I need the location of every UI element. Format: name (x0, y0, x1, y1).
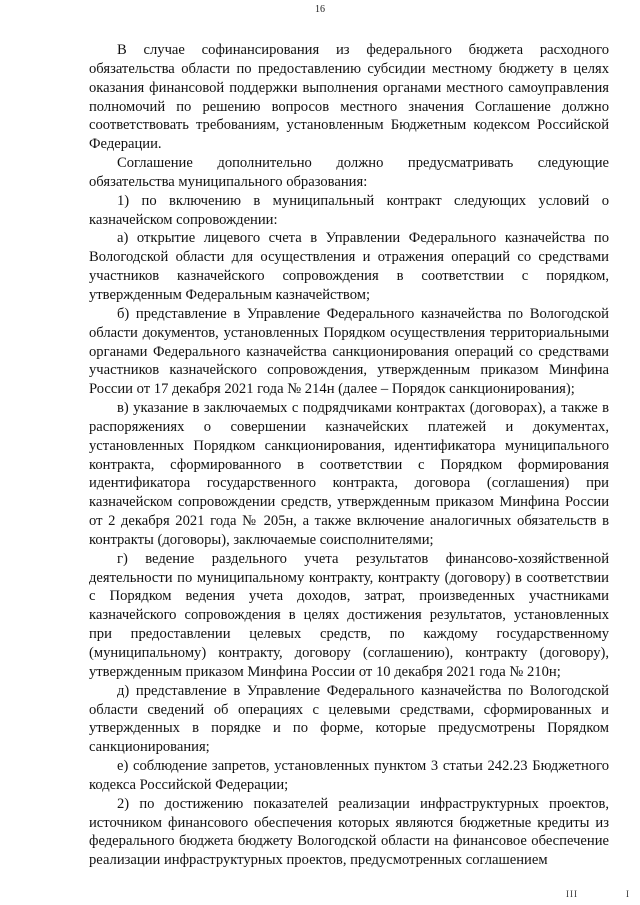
paragraph-item-b: б) представление в Управление Федерального казначейства по Вологодской области документов, установленных Порядком осуществления территориальными органами Федерального казначейства санкционирования операций со средствами участников казначейского сопровождения, утвержденным приказом Минфина России от 17 декабря 2021 года № 214н (далее – Порядок санкционирования); (89, 305, 609, 398)
paragraph-agreement-obligations: Соглашение дополнительно должно предусматривать следующие обязательства муниципального образования: (89, 155, 609, 190)
paragraph-item-2: 2) по достижению показателей реализации инфраструктурных проектов, источником финансового обеспечения которых являются бюджетные кредиты из федерального бюджета бюджету Вологодской области на финансовое обеспечение реализации инфраструктурных проектов, предусмотренных соглашением (89, 795, 609, 869)
paragraph-item-a: а) открытие лицевого счета в Управлении Федерального казначейства по Вологодской области для осуществления и отражения операций со средствами участников казначейского сопровождения в соответствии с порядком, утвержденным Федеральным казначейством; (89, 230, 609, 303)
paragraph-cofinancing: В случае софинансирования из федерального бюджета расходного обязательства области по предоставлению субсидии местному бюджету в целях оказания финансовой поддержки выполнения органами местного самоуправления полномочий по решению вопросов местного значения Соглашение должно соответствовать требованиям, установленным Бюджетным кодексом Российской Федерации. (89, 42, 609, 153)
paragraph-item-1: 1) по включению в муниципальный контракт следующих условий о казначейском сопровождении: (89, 192, 609, 228)
footer-scan-mark: III (566, 889, 578, 899)
paragraph-item-g: г) ведение раздельного учета результатов финансово-хозяйственной деятельности по муниципальному контракту, контракту (договору) в соответствии с Порядком ведения учета доходов, затрат, произведенных участниками казначейского сопровождения в целях достижения результатов, установленных при предоставлении целевых средств, по каждому государственному (муниципальному) контракту, договору (соглашению), контракту (договору), утвержденным приказом Минфина России от 10 декабря 2021 года № 210н; (89, 550, 609, 680)
document-body (89, 41, 609, 870)
paragraph-item-e: е) соблюдение запретов, установленных пунктом 3 статьи 242.23 Бюджетного кодекса Российской Федерации; (89, 758, 609, 793)
footer-scan-mark: I (626, 889, 630, 899)
page-number: 16 (315, 4, 325, 15)
paragraph-item-d: д) представление в Управление Федерального казначейства по Вологодской области сведений об операциях с целевыми средствами, сформированных и утвержденных в порядке и по форме, которые предусмотрены Порядком санкционирования; (89, 682, 609, 756)
paragraph-item-v: в) указание в заключаемых с подрядчиками контрактах (договорах), а также в распоряжениях о совершении казначейских платежей и документах, установленных Порядком санкционирования, идентификатора муниципального контракта, сформированного в соответствии с Порядком формирования идентификатора государственного контракта, договора (соглашения) при казначейском сопровождении средств, утвержденным приказом Минфина России от 2 декабря 2021 года № 205н, а также включение аналогичных обязательств в контракты (договоры), заключаемые соисполнителями; (89, 400, 609, 548)
